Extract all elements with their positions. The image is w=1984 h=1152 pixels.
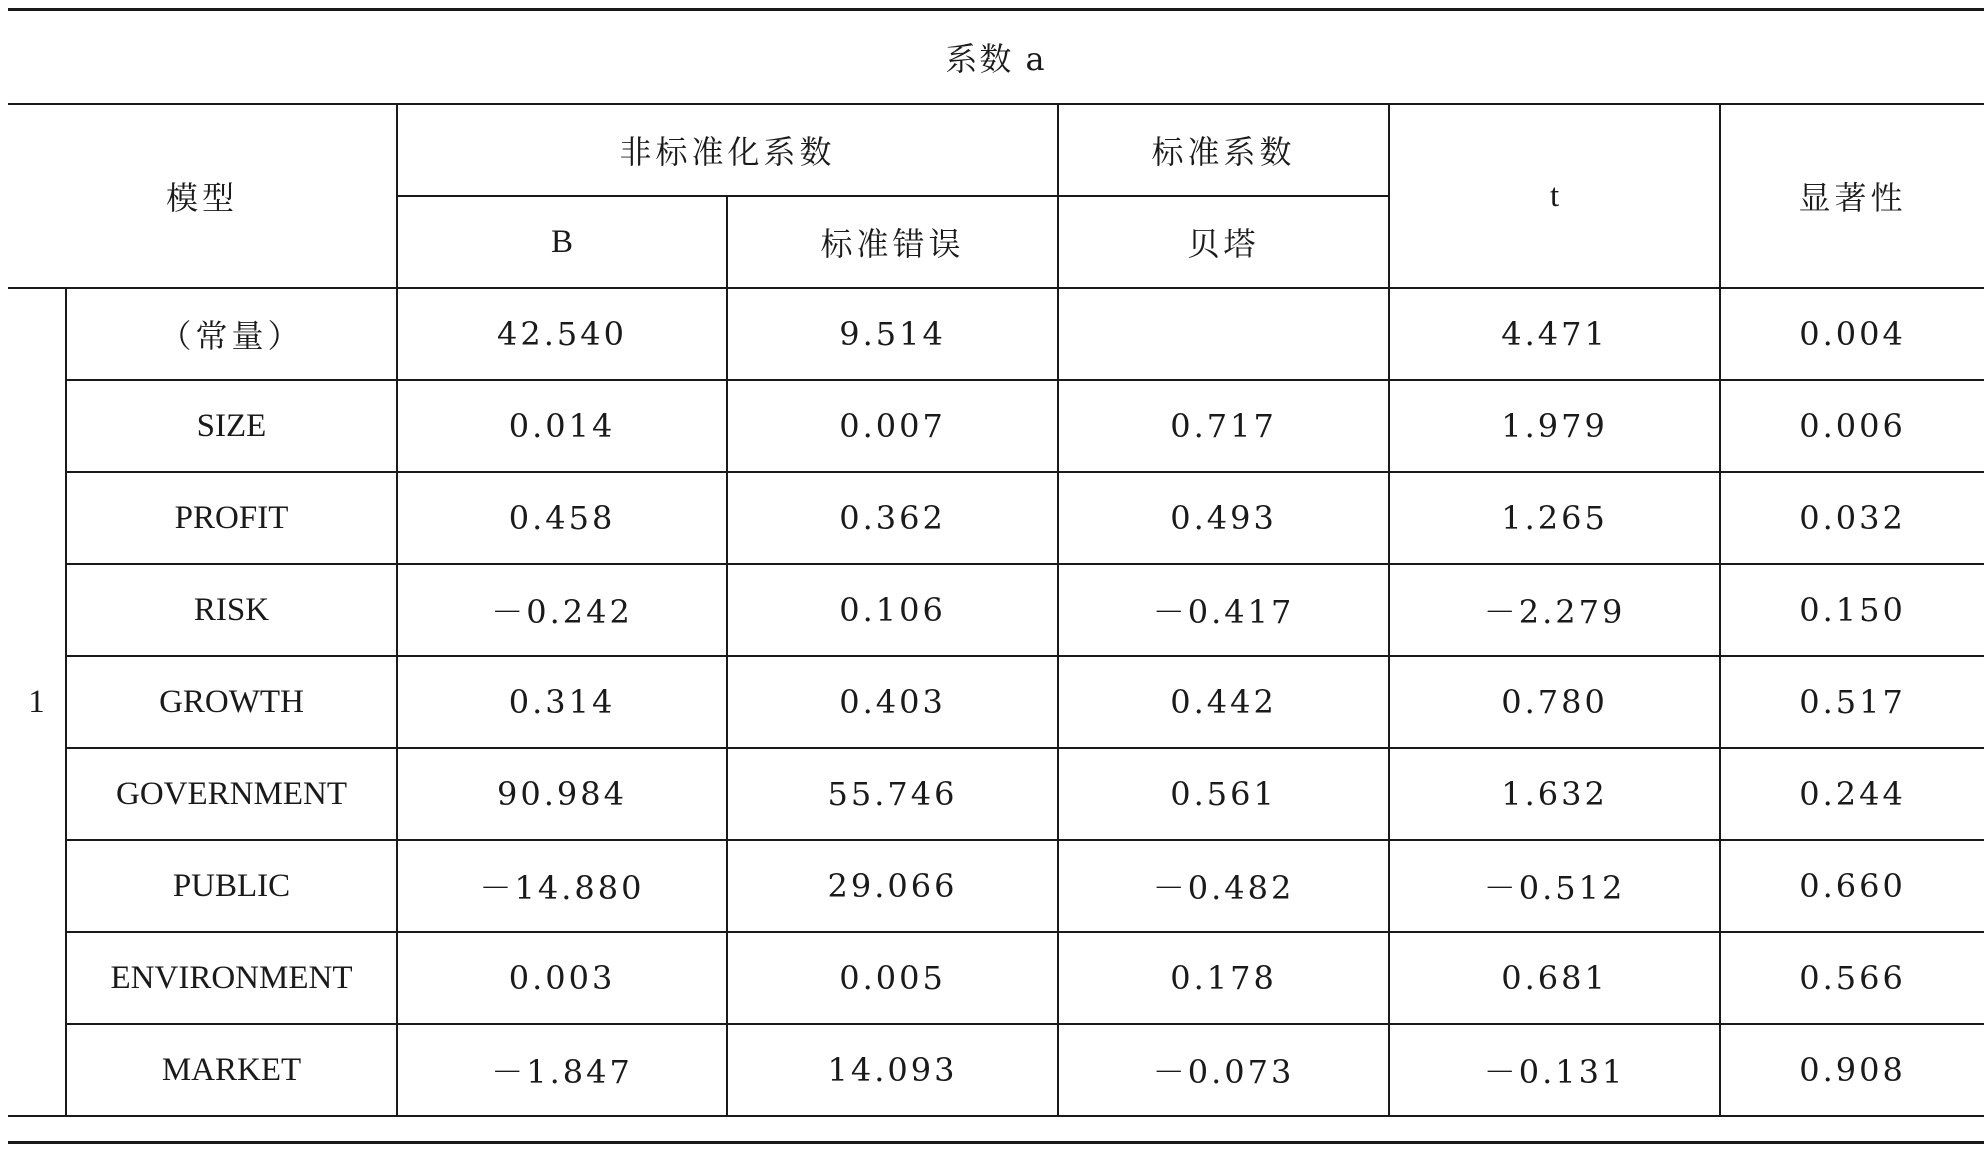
- table-row: [8, 840, 1984, 932]
- cell-significance: 0.244: [1720, 748, 1984, 840]
- table-caption: 系数 a: [945, 40, 1047, 78]
- table-row: [8, 288, 1984, 380]
- row-variable: GOVERNMENT: [66, 748, 397, 840]
- cell-beta: －0.417: [1058, 564, 1389, 656]
- table-row: [8, 472, 1984, 564]
- table-body: [8, 288, 1984, 1116]
- row-variable: RISK: [66, 564, 397, 656]
- cell-significance: 0.032: [1720, 472, 1984, 564]
- model-number: 1: [8, 288, 66, 1116]
- cell-significance: 0.517: [1720, 656, 1984, 748]
- cell-beta: [1058, 288, 1389, 380]
- cell-significance: 0.908: [1720, 1024, 1984, 1116]
- table-row: [8, 932, 1984, 1024]
- header-std-error: 标准错误: [727, 196, 1058, 288]
- row-variable: （常量）: [66, 288, 397, 380]
- cell-std-error: 9.514: [727, 288, 1058, 380]
- header-b: B: [397, 196, 727, 288]
- cell-significance: 0.660: [1720, 840, 1984, 932]
- header-model: 模型: [8, 104, 397, 288]
- cell-t: －0.512: [1389, 840, 1720, 932]
- header-unstandardized: 非标准化系数: [397, 104, 1058, 196]
- table-row: [8, 748, 1984, 840]
- cell-t: 4.471: [1389, 288, 1720, 380]
- row-variable: PROFIT: [66, 472, 397, 564]
- cell-b: 90.984: [397, 748, 727, 840]
- cell-std-error: 0.106: [727, 564, 1058, 656]
- table-row: [8, 656, 1984, 748]
- cell-significance: 0.150: [1720, 564, 1984, 656]
- coefficients-table: [8, 103, 1984, 1117]
- cell-beta: 0.717: [1058, 380, 1389, 472]
- header-significance: 显著性: [1720, 104, 1984, 288]
- row-variable: PUBLIC: [66, 840, 397, 932]
- cell-t: －2.279: [1389, 564, 1720, 656]
- cell-t: －0.131: [1389, 1024, 1720, 1116]
- cell-std-error: 29.066: [727, 840, 1058, 932]
- cell-t: 1.265: [1389, 472, 1720, 564]
- header-t: t: [1389, 104, 1720, 288]
- table-row: [8, 380, 1984, 472]
- cell-b: 0.458: [397, 472, 727, 564]
- cell-beta: －0.073: [1058, 1024, 1389, 1116]
- row-variable: SIZE: [66, 380, 397, 472]
- cell-b: －0.242: [397, 564, 727, 656]
- cell-significance: 0.006: [1720, 380, 1984, 472]
- cell-beta: －0.482: [1058, 840, 1389, 932]
- cell-beta: 0.178: [1058, 932, 1389, 1024]
- cell-t: 1.979: [1389, 380, 1720, 472]
- cell-std-error: 0.362: [727, 472, 1058, 564]
- cell-beta: 0.442: [1058, 656, 1389, 748]
- cell-beta: 0.493: [1058, 472, 1389, 564]
- cell-b: 0.003: [397, 932, 727, 1024]
- cell-significance: 0.566: [1720, 932, 1984, 1024]
- cell-b: －14.880: [397, 840, 727, 932]
- cell-std-error: 0.403: [727, 656, 1058, 748]
- cell-std-error: 55.746: [727, 748, 1058, 840]
- header-beta: 贝塔: [1058, 196, 1389, 288]
- cell-significance: 0.004: [1720, 288, 1984, 380]
- bottom-rule: [8, 1141, 1984, 1144]
- cell-t: 1.632: [1389, 748, 1720, 840]
- cell-b: －1.847: [397, 1024, 727, 1116]
- cell-b: 0.014: [397, 380, 727, 472]
- cell-std-error: 14.093: [727, 1024, 1058, 1116]
- cell-b: 0.314: [397, 656, 727, 748]
- cell-std-error: 0.005: [727, 932, 1058, 1024]
- table-row: [8, 564, 1984, 656]
- row-variable: ENVIRONMENT: [66, 932, 397, 1024]
- row-variable: GROWTH: [66, 656, 397, 748]
- cell-b: 42.540: [397, 288, 727, 380]
- header-standardized: 标准系数: [1058, 104, 1389, 196]
- table-row: [8, 1024, 1984, 1116]
- cell-std-error: 0.007: [727, 380, 1058, 472]
- cell-t: 0.780: [1389, 656, 1720, 748]
- cell-beta: 0.561: [1058, 748, 1389, 840]
- cell-t: 0.681: [1389, 932, 1720, 1024]
- row-variable: MARKET: [66, 1024, 397, 1116]
